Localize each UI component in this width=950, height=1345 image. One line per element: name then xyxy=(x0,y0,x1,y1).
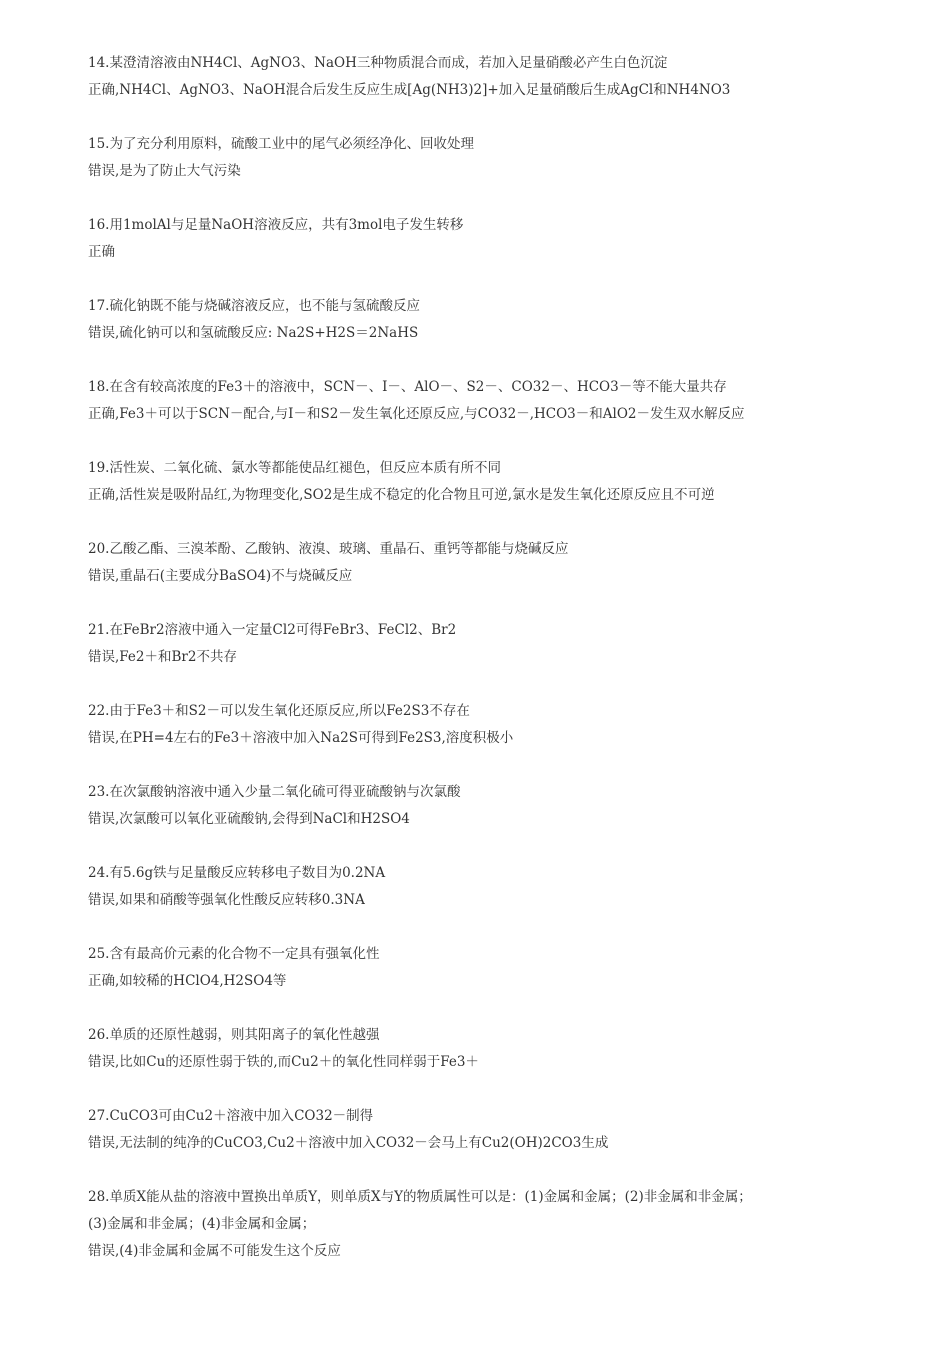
answer-15: 错误,是为了防止大气污染 xyxy=(88,163,241,179)
answer-27: 错误,无法制的纯净的CuCO3,Cu2＋溶液中加入CO32－会马上有Cu2(OH)2CO3生成 xyxy=(88,1135,609,1151)
answer-18: 正确,Fe3＋可以于SCN－配合,与I－和S2－发生氧化还原反应,与CO32－,HCO3－和AlO2－发生双水解反应 xyxy=(88,406,745,422)
item-17 xyxy=(88,293,888,347)
question-28-continued: (3)金属和非金属；(4)非金属和金属； xyxy=(88,1216,316,1232)
question-14: 14.某澄清溶液由NH4Cl、AgNO3、NaOH三种物质混合而成，若加入足量硝酸必产生白色沉淀 xyxy=(88,55,668,71)
item-19 xyxy=(88,455,888,509)
item-24 xyxy=(88,860,888,914)
question-22: 22.由于Fe3＋和S2－可以发生氧化还原反应,所以Fe2S3不存在 xyxy=(88,703,470,719)
item-26 xyxy=(88,1022,888,1076)
item-22 xyxy=(88,698,888,752)
answer-19: 正确,活性炭是吸附品红,为物理变化,SO2是生成不稳定的化合物且可逆,氯水是发生氧化还原反应且不可逆 xyxy=(88,487,715,503)
answer-24: 错误,如果和硝酸等强氧化性酸反应转移0.3NA xyxy=(88,892,365,908)
item-27 xyxy=(88,1103,888,1157)
answer-14: 正确,NH4Cl、AgNO3、NaOH混合后发生反应生成[Ag(NH3)2]+加入足量硝酸后生成AgCl和NH4NO3 xyxy=(88,82,731,98)
answer-20: 错误,重晶石(主要成分BaSO4)不与烧碱反应 xyxy=(88,568,353,584)
question-20: 20.乙酸乙酯、三溴苯酚、乙酸钠、液溴、玻璃、重晶石、重钙等都能与烧碱反应 xyxy=(88,541,569,557)
question-15: 15.为了充分利用原料，硫酸工业中的尾气必须经净化、回收处理 xyxy=(88,136,474,152)
item-20 xyxy=(88,536,888,590)
question-18: 18.在含有较高浓度的Fe3＋的溶液中，SCN－、I－、AlO－、S2－、CO32－、HCO3－等不能大量共存 xyxy=(88,379,727,395)
question-27: 27.CuCO3可由Cu2＋溶液中加入CO32－制得 xyxy=(88,1108,374,1124)
answer-26: 错误,比如Cu的还原性弱于铁的,而Cu2＋的氧化性同样弱于Fe3＋ xyxy=(88,1054,479,1070)
item-21 xyxy=(88,617,888,671)
answer-23: 错误,次氯酸可以氧化亚硫酸钠,会得到NaCl和H2SO4 xyxy=(88,811,410,827)
answer-28: 错误,(4)非金属和金属不可能发生这个反应 xyxy=(88,1243,341,1259)
question-26: 26.单质的还原性越弱，则其阳离子的氧化性越强 xyxy=(88,1027,380,1043)
question-24: 24.有5.6g铁与足量酸反应转移电子数目为0.2NA xyxy=(88,865,386,881)
question-23: 23.在次氯酸钠溶液中通入少量二氧化硫可得亚硫酸钠与次氯酸 xyxy=(88,784,461,800)
item-25 xyxy=(88,941,888,995)
item-16 xyxy=(88,212,888,266)
answer-17: 错误,硫化钠可以和氢硫酸反应: Na2S+H2S＝2NaHS xyxy=(88,325,419,341)
question-16: 16.用1molAl与足量NaOH溶液反应，共有3mol电子发生转移 xyxy=(88,217,464,233)
answer-21: 错误,Fe2＋和Br2不共存 xyxy=(88,649,237,665)
item-28 xyxy=(88,1184,888,1265)
item-14 xyxy=(88,50,888,104)
question-19: 19.活性炭、二氧化硫、氯水等都能使品红褪色，但反应本质有所不同 xyxy=(88,460,501,476)
answer-22: 错误,在PH=4左右的Fe3＋溶液中加入Na2S可得到Fe2S3,溶度积极小 xyxy=(88,730,514,746)
document-page xyxy=(88,50,888,1292)
item-23 xyxy=(88,779,888,833)
question-25: 25.含有最高价元素的化合物不一定具有强氧化性 xyxy=(88,946,380,962)
item-18 xyxy=(88,374,888,428)
item-15 xyxy=(88,131,888,185)
answer-16: 正确 xyxy=(88,244,115,260)
question-28: 28.单质X能从盐的溶液中置换出单质Y，则单质X与Y的物质属性可以是：(1)金属和金属；(2)非金属和非金属； xyxy=(88,1189,752,1205)
answer-25: 正确,如较稀的HClO4,H2SO4等 xyxy=(88,973,287,989)
question-21: 21.在FeBr2溶液中通入一定量Cl2可得FeBr3、FeCl2、Br2 xyxy=(88,622,457,638)
question-17: 17.硫化钠既不能与烧碱溶液反应，也不能与氢硫酸反应 xyxy=(88,298,420,314)
